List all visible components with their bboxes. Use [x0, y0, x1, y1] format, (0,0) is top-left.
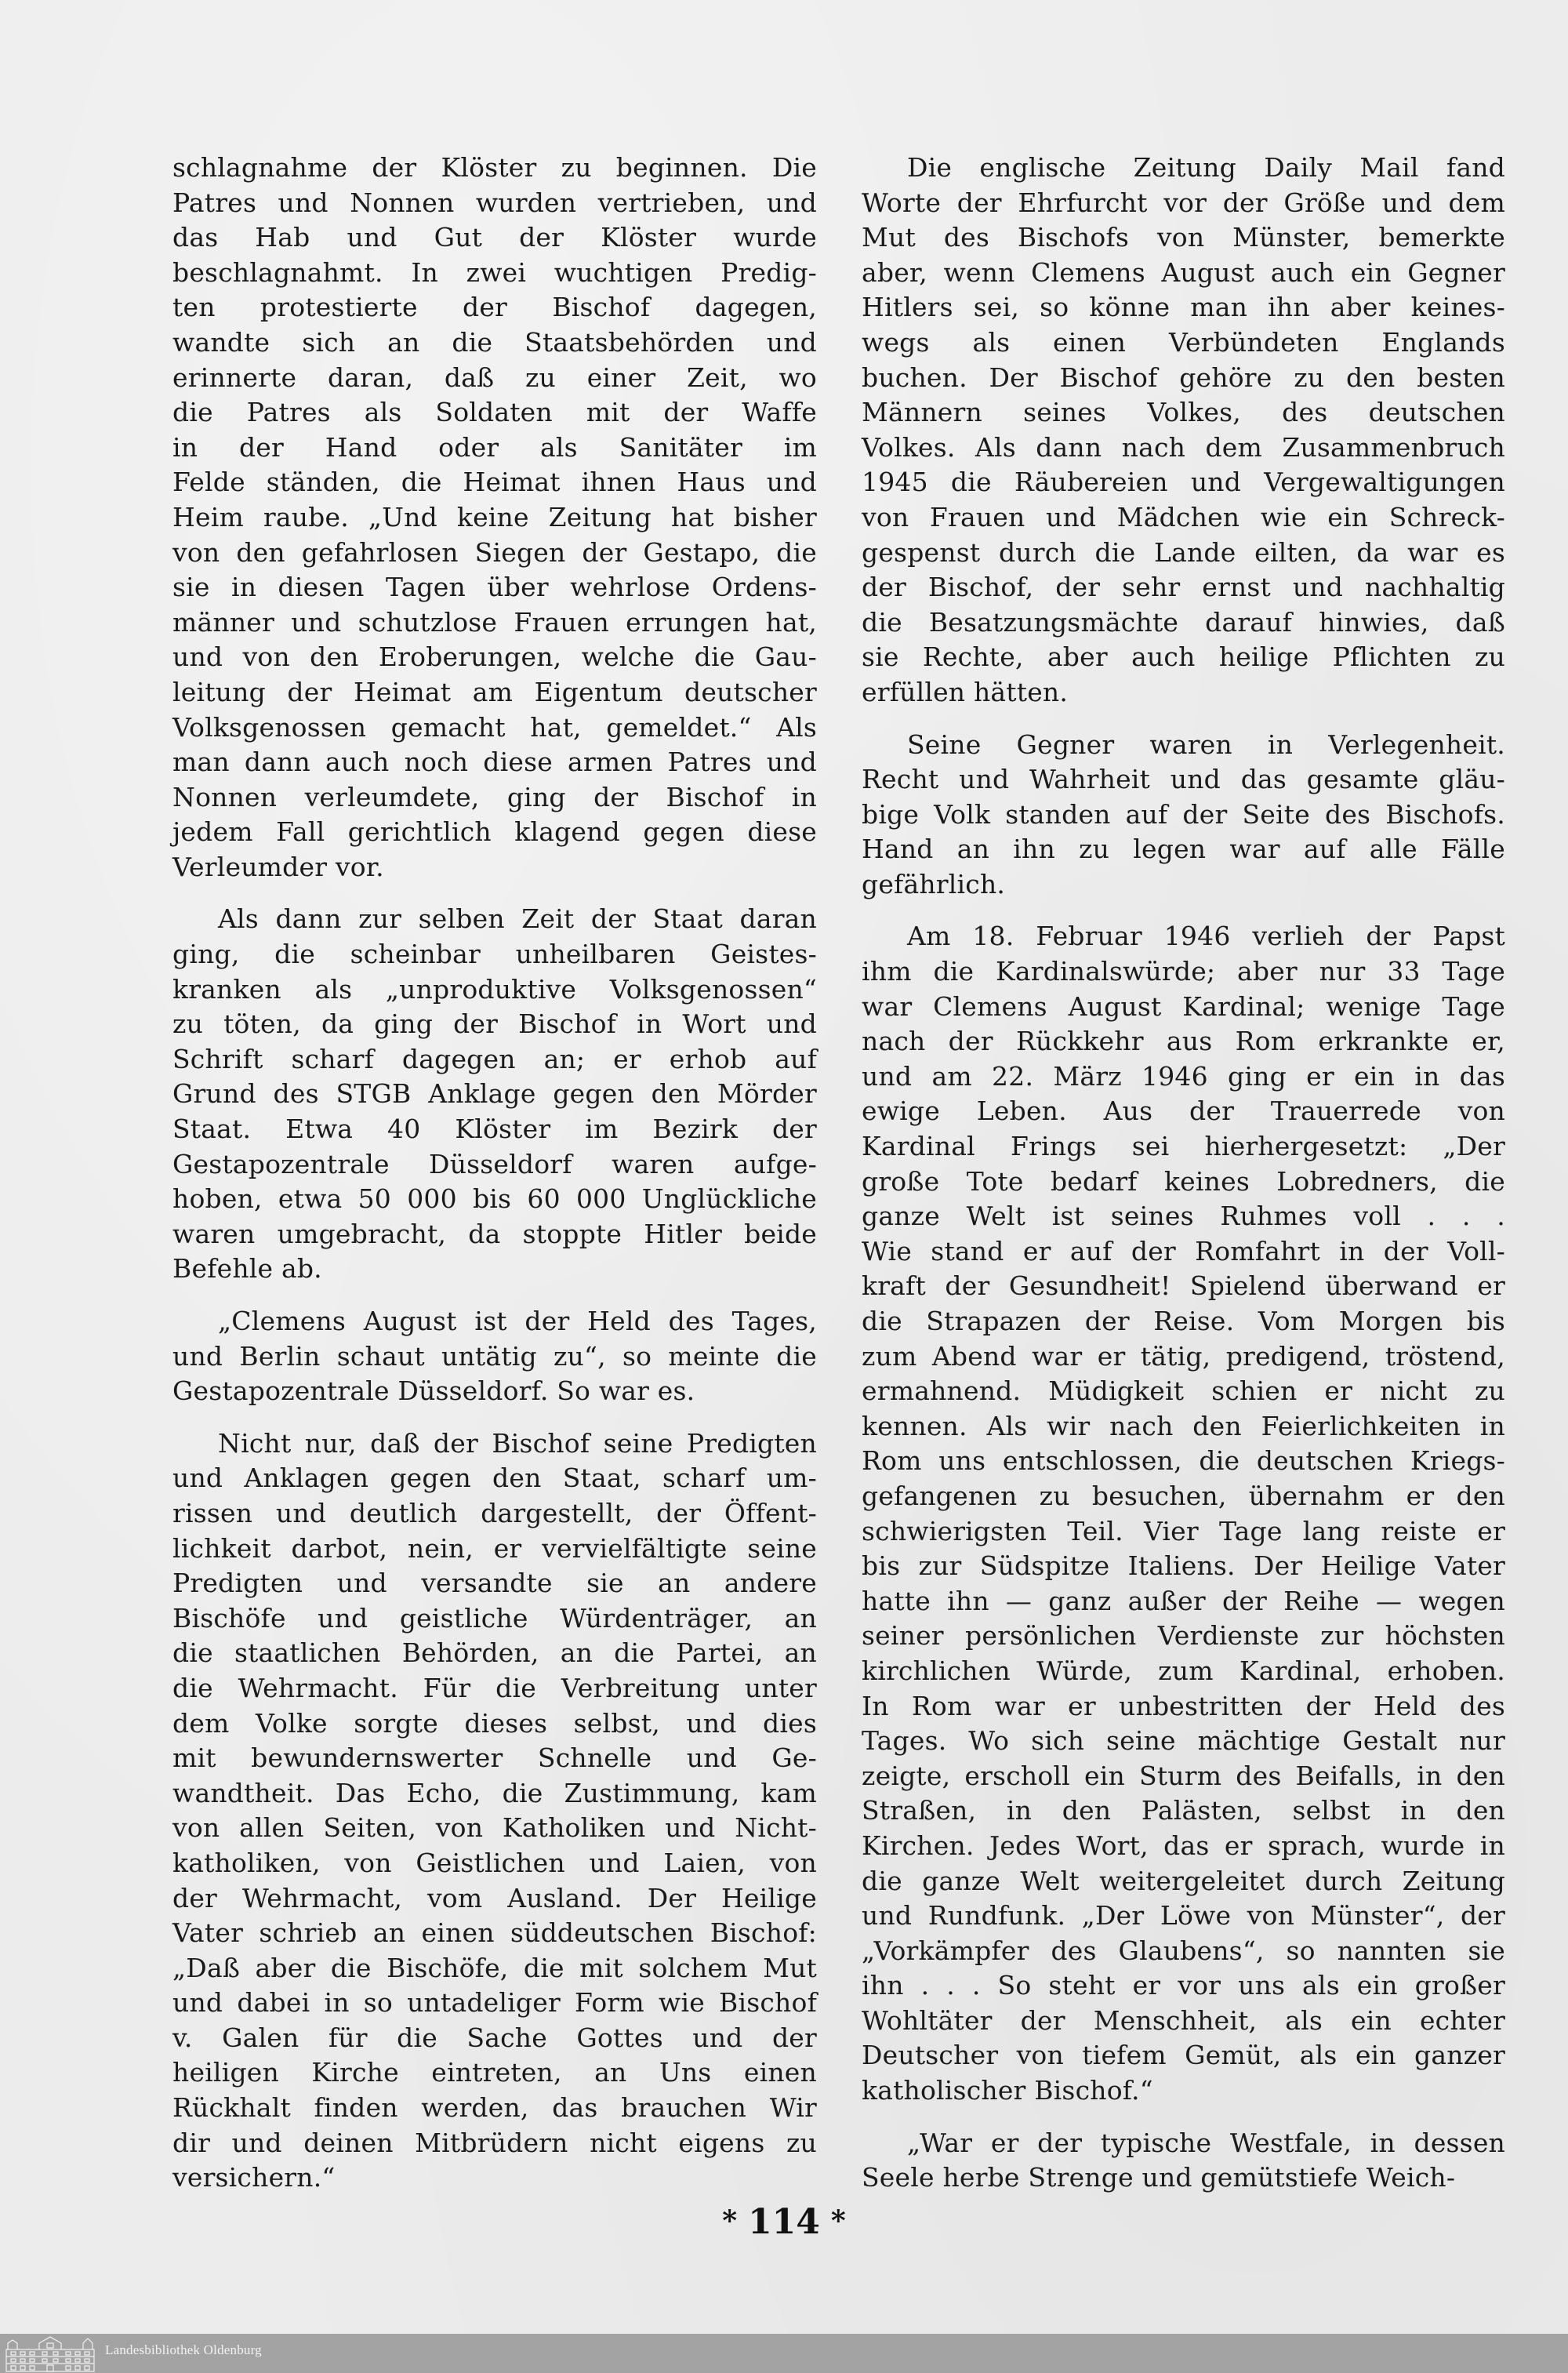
text-line: lichkeit darbot, nein, er vervielfältigte seine: [172, 1532, 817, 1564]
text-line: Vater schrieb an einen süddeutschen Bischof:: [172, 1917, 817, 1949]
text-line: zum Abend war er tätig, predigend, tröstend,: [862, 1340, 1505, 1372]
text-line: bige Volk standen auf der Seite des Bischofs.: [862, 798, 1505, 830]
text-line: ihn . . . So steht er vor uns als ein großer: [862, 1970, 1505, 2001]
text-line: Kirchen. Jedes Wort, das er sprach, wurde in: [862, 1830, 1505, 1861]
text-line: beschlagnahmt. In zwei wuchtigen Predig-: [172, 256, 817, 288]
text-line: war Clemens August Kardinal; wenige Tage: [862, 990, 1505, 1022]
paragraph: [172, 151, 817, 885]
text-line: und am 22. März 1946 ging er ein in das: [862, 1060, 1505, 1092]
asterisk-ornament-right: *: [830, 2204, 846, 2237]
text-line: von allen Seiten, von Katholiken und Nicht-: [172, 1812, 817, 1844]
text-line: Tages. Wo sich seine mächtige Gestalt nur: [862, 1725, 1505, 1757]
text-line: Seine Gegner waren in Verlegenheit.: [907, 729, 1505, 760]
text-line: mit bewundernswerter Schnelle und Ge-: [172, 1743, 817, 1774]
text-line: „War er der typische Westfale, in dessen: [907, 2127, 1505, 2158]
text-line: kirchlichen Würde, zum Kardinal, erhoben.: [862, 1655, 1505, 1686]
text-line: Wohltäter der Menschheit, als ein echter: [862, 2004, 1505, 2036]
text-line: Am 18. Februar 1946 verlieh der Papst: [907, 921, 1505, 952]
text-line: Gestapozentrale Düsseldorf waren aufge-: [172, 1148, 817, 1179]
library-building-icon: [5, 2335, 97, 2373]
text-line: dem Volke sorgte dieses selbst, und dies: [172, 1707, 817, 1739]
text-line: Die englische Zeitung Daily Mail fand: [907, 152, 1505, 183]
text-line: „Daß aber die Bischöfe, die mit solchem Mut: [172, 1952, 817, 1983]
text-line: Hitlers sei, so könne man ihn aber keines-: [862, 292, 1505, 323]
text-line: ganze Welt ist seines Ruhmes voll . . .: [862, 1201, 1505, 1232]
text-line: und Rundfunk. „Der Löwe von Münster“, der: [862, 1900, 1505, 1931]
text-line: wegs als einen Verbündeten Englands: [862, 326, 1505, 358]
text-line: und Berlin schaut untätig zu“, so meinte die: [172, 1340, 817, 1372]
text-line: die staatlichen Behörden, an die Partei, an: [172, 1637, 817, 1669]
paragraph: [172, 902, 817, 1287]
text-line: der Wehrmacht, vom Ausland. Der Heilige: [172, 1882, 817, 1913]
page-number: [0, 2202, 1568, 2242]
text-line: die Strapazen der Reise. Vom Morgen bis: [862, 1306, 1505, 1336]
text-line: zeigte, erscholl ein Sturm des Beifalls, in den: [862, 1760, 1505, 1791]
paragraph: [862, 919, 1505, 2108]
text-line: ten protestierte der Bischof dagegen,: [172, 292, 817, 323]
text-line: männer und schutzlose Frauen errungen hat,: [172, 606, 817, 638]
text-line: große Tote bedarf keines Lobredners, die: [862, 1165, 1505, 1197]
text-line: Hand an ihn zu legen war auf alle Fälle: [862, 834, 1505, 865]
text-line: leitung der Heimat am Eigentum deutscher: [172, 676, 817, 707]
text-line: das Hab und Gut der Klöster wurde: [172, 222, 817, 253]
text-line: sie in diesen Tagen über wehrlose Ordens-: [172, 572, 817, 603]
text-line: kraft der Gesundheit! Spielend überwand er: [862, 1270, 1505, 1302]
text-line: erinnerte daran, daß zu einer Zeit, wo: [172, 362, 817, 393]
text-line: wandte sich an die Staatsbehörden und: [172, 326, 817, 358]
text-line: zu töten, da ging der Bischof in Wort und: [172, 1008, 817, 1040]
text-line: aber, wenn Clemens August auch ein Gegner: [862, 256, 1505, 288]
text-line: erfüllen hätten.: [862, 676, 1069, 707]
text-line: heiligen Kirche eintreten, an Uns einen: [172, 2057, 817, 2088]
text-line: gefangenen zu besuchen, übernahm er den: [862, 1480, 1505, 1511]
paragraph: [862, 728, 1505, 903]
text-line: Als dann zur selben Zeit der Staat daran: [218, 903, 817, 935]
paragraph: [862, 151, 1505, 710]
text-line: Männern seines Volkes, des deutschen: [862, 397, 1505, 428]
text-line: man dann auch noch diese armen Patres und: [172, 747, 817, 778]
text-line: Deutscher von tiefem Gemüt, als ein ganzer: [862, 2040, 1505, 2071]
left-text-column: [172, 151, 817, 2213]
text-line: ermahnend. Müdigkeit schien er nicht zu: [862, 1375, 1505, 1407]
text-line: bis zur Südspitze Italiens. Der Heilige Vater: [862, 1550, 1505, 1582]
text-line: Volksgenossen gemacht hat, gemeldet.“ Als: [172, 711, 817, 743]
text-line: katholischer Bischof.“: [862, 2075, 1153, 2106]
text-line: Nonnen verleumdete, ging der Bischof in: [172, 781, 817, 812]
text-line: der Bischof, der sehr ernst und nachhaltig: [862, 572, 1505, 603]
text-line: in der Hand oder als Sanitäter im: [172, 431, 817, 463]
text-line: schwierigsten Teil. Vier Tage lang reiste er: [862, 1515, 1505, 1546]
text-line: sie Rechte, aber auch heilige Pflichten zu: [862, 641, 1505, 673]
text-line: Felde ständen, die Heimat ihnen Haus und: [172, 467, 817, 498]
text-line: „Vorkämpfer des Glaubens“, so nannten sie: [862, 1935, 1505, 1966]
text-line: Predigten und versandte sie an andere: [172, 1568, 817, 1599]
paragraph: [172, 1426, 817, 2196]
text-line: Rom uns entschlossen, die deutschen Kriegs-: [862, 1445, 1505, 1477]
text-line: Bischöfe und geistliche Würdenträger, an: [172, 1602, 817, 1633]
asterisk-ornament-left: *: [722, 2204, 738, 2237]
text-line: von Frauen und Mädchen wie ein Schreck-: [862, 501, 1505, 532]
text-line: ewige Leben. Aus der Trauerrede von: [862, 1096, 1505, 1127]
text-line: hoben, etwa 50 000 bis 60 000 Unglückliche: [172, 1183, 817, 1215]
text-line: rissen und deutlich dargestellt, der Öffent-: [172, 1497, 817, 1528]
text-line: ging, die scheinbar unheilbaren Geistes-: [172, 939, 817, 970]
text-line: schlagnahme der Klöster zu beginnen. Die: [172, 152, 817, 183]
text-line: Volkes. Als dann nach dem Zusammenbruch: [862, 431, 1505, 463]
text-line: Befehle ab.: [172, 1253, 322, 1285]
text-line: kranken als „unproduktive Volksgenossen“: [172, 973, 817, 1005]
text-line: waren umgebracht, da stoppte Hitler beide: [172, 1218, 817, 1249]
text-line: und von den Eroberungen, welche die Gau-: [172, 641, 817, 673]
text-line: und Anklagen gegen den Staat, scharf um-: [172, 1463, 817, 1494]
paragraph: [172, 1304, 817, 1409]
text-line: die ganze Welt weitergeleitet durch Zeitung: [862, 1865, 1505, 1896]
text-line: Verleumder vor.: [172, 851, 384, 882]
page-number-value: 114: [748, 2202, 820, 2242]
text-line: die Wehrmacht. Für die Verbreitung unter: [172, 1672, 817, 1703]
text-line: Recht und Wahrheit und das gesamte gläu-: [862, 764, 1505, 795]
text-line: Gestapozentrale Düsseldorf. So war es.: [172, 1375, 695, 1407]
text-line: gefährlich.: [862, 868, 1006, 899]
text-line: von den gefahrlosen Siegen der Gestapo, die: [172, 536, 817, 568]
text-line: Schrift scharf dagegen an; er erhob auf: [172, 1043, 817, 1074]
right-text-column: [862, 151, 1505, 2213]
text-line: Rückhalt finden werden, das brauchen Wir: [172, 2092, 817, 2124]
text-line: In Rom war er unbestritten der Held des: [862, 1690, 1505, 1721]
text-line: katholiken, von Geistlichen und Laien, von: [172, 1847, 817, 1878]
paragraph: [862, 2126, 1505, 2196]
text-line: Kardinal Frings sei hierhergesetzt: „Der: [862, 1131, 1505, 1162]
text-line: v. Galen für die Sache Gottes und der: [172, 2022, 817, 2053]
text-line: nach der Rückkehr aus Rom erkrankte er,: [862, 1026, 1505, 1057]
library-footer-bar: [0, 2334, 1568, 2373]
text-line: die Besatzungsmächte darauf hinwies, daß: [862, 606, 1505, 638]
text-line: „Clemens August ist der Held des Tages,: [218, 1306, 817, 1336]
text-line: seiner persönlichen Verdienste zur höchsten: [862, 1620, 1505, 1652]
text-line: Heim raube. „Und keine Zeitung hat bisher: [172, 501, 817, 532]
text-line: die Patres als Soldaten mit der Waffe: [172, 397, 817, 428]
text-line: versichern.“: [172, 2162, 336, 2193]
text-line: und dabei in so untadeliger Form wie Bischof: [172, 1987, 817, 2019]
text-line: kennen. Als wir nach den Feierlichkeiten in: [862, 1410, 1505, 1441]
text-line: 1945 die Räubereien und Vergewaltigungen: [862, 467, 1505, 498]
text-line: dir und deinen Mitbrüdern nicht eigens zu: [172, 2127, 817, 2158]
text-line: Mut des Bischofs von Münster, bemerkte: [862, 222, 1505, 253]
text-line: gespenst durch die Lande eilten, da war es: [862, 536, 1505, 568]
text-line: Worte der Ehrfurcht vor der Größe und dem: [862, 187, 1505, 218]
text-line: wandtheit. Das Echo, die Zustimmung, kam: [172, 1777, 817, 1808]
text-line: Staat. Etwa 40 Klöster im Bezirk der: [172, 1114, 817, 1145]
text-line: ihm die Kardinalswürde; aber nur 33 Tage: [862, 956, 1505, 987]
text-line: Nicht nur, daß der Bischof seine Predigten: [218, 1427, 817, 1459]
text-line: Grund des STGB Anklage gegen den Mörder: [172, 1078, 817, 1110]
text-line: Seele herbe Strenge und gemütstiefe Weich-: [862, 2162, 1456, 2193]
text-line: Straßen, in den Palästen, selbst in den: [862, 1795, 1505, 1826]
text-line: Wie stand er auf der Romfahrt in der Voll-: [862, 1235, 1505, 1266]
text-line: hatte ihn — ganz außer der Reihe — wegen: [862, 1585, 1505, 1616]
text-line: jedem Fall gerichtlich klagend gegen diese: [172, 816, 817, 848]
text-line: buchen. Der Bischof gehöre zu den besten: [862, 362, 1505, 393]
text-line: Patres und Nonnen wurden vertrieben, und: [172, 187, 817, 218]
library-name: Landesbibliothek Oldenburg: [105, 2342, 262, 2357]
